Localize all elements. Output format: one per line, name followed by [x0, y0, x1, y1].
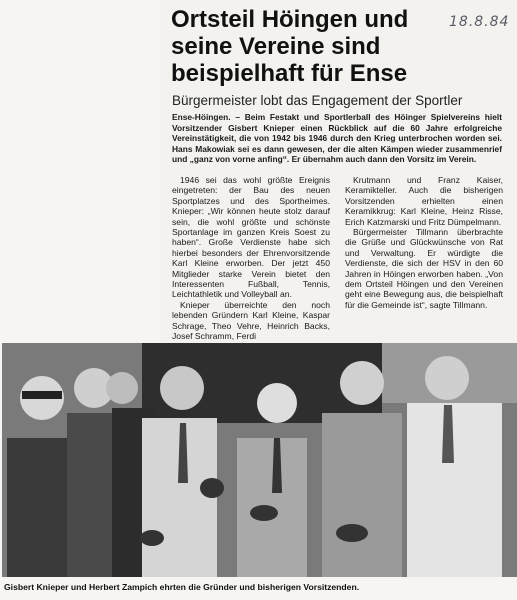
article-column-1	[172, 175, 330, 342]
paragraph: Krutmann und Franz Kaiser, Keramikteller. Auch die bisherigen Vorsitzenden erhielten einen Keramikkrug: Karl Kleine, Heinz Risse, Erich Katzmarski und Fritz Dümpelmann.	[345, 175, 503, 227]
article-lead: Ense-Höingen. – Beim Festakt und Sportlerball des Höinger Spielvereins hielt Vorsitzender Gisbert Knieper einen Rückblick auf die 60 Jahre erfolgreiche Vereinstätigkeit, die von 1942 bis 1946 durch den Krieg unterbrochen worden sei. Hans Makowiak sei es dann gewesen, der die alten Kämpen wieder zusammenrief und „ganz von vorne anfing“. Er übernahm auch dann den Vorsitz im Verein.	[172, 112, 502, 165]
paragraph: Bürgermeister Tillmann überbrachte die Grüße und Glückwünsche von Rat und Verwaltung. Er würdigte die Verdienste, die sich der HSV in den 60 Jahren in Höingen erworben haben. „Von dem Ortsteil Höingen und den Vereinen geht eine Bewegung aus, die beispielhaft für die Gemeinde ist“, sagte Tillmann.	[345, 227, 503, 310]
article-column-2	[345, 175, 503, 310]
headline-line: Ortsteil Höingen und	[171, 6, 409, 33]
group-photo-illustration	[2, 343, 517, 577]
paragraph: 1946 sei das wohl größte Ereignis eingetreten: der Bau des neuen Sportplatzes und des Sportheimes. Knieper: „Wir können heute stolz darauf sein, die wohl größte und schönste Sportanlage im ganzen Kreis Soest zu haben“. Große Verdienste habe sich hierbei besonders der Ehrenvorsitzende Karl Kleine erworben. Der jetzt 450 Mitglieder starke Verein bietet den Interessenten Fußball, Tennis, Leichtathletik und Volleyball an.	[172, 175, 330, 300]
handwritten-date: 18.8.84	[449, 14, 510, 30]
photo-caption: Gisbert Knieper und Herbert Zampich ehrten die Gründer und bisherigen Vorsitzenden.	[4, 582, 360, 592]
group-photo	[2, 343, 517, 577]
article-headline	[171, 6, 471, 87]
article-subheadline: Bürgermeister lobt das Engagement der Sportler	[172, 93, 463, 108]
headline-line: seine Vereine sind	[171, 33, 381, 60]
headline-line: beispielhaft für Ense	[171, 60, 408, 87]
paragraph: Knieper überreichte den noch lebenden Gründern Karl Kleine, Kaspar Schrage, Theo Vehre, Heinrich Backs, Josef Schramm, Ferdi	[172, 299, 330, 342]
